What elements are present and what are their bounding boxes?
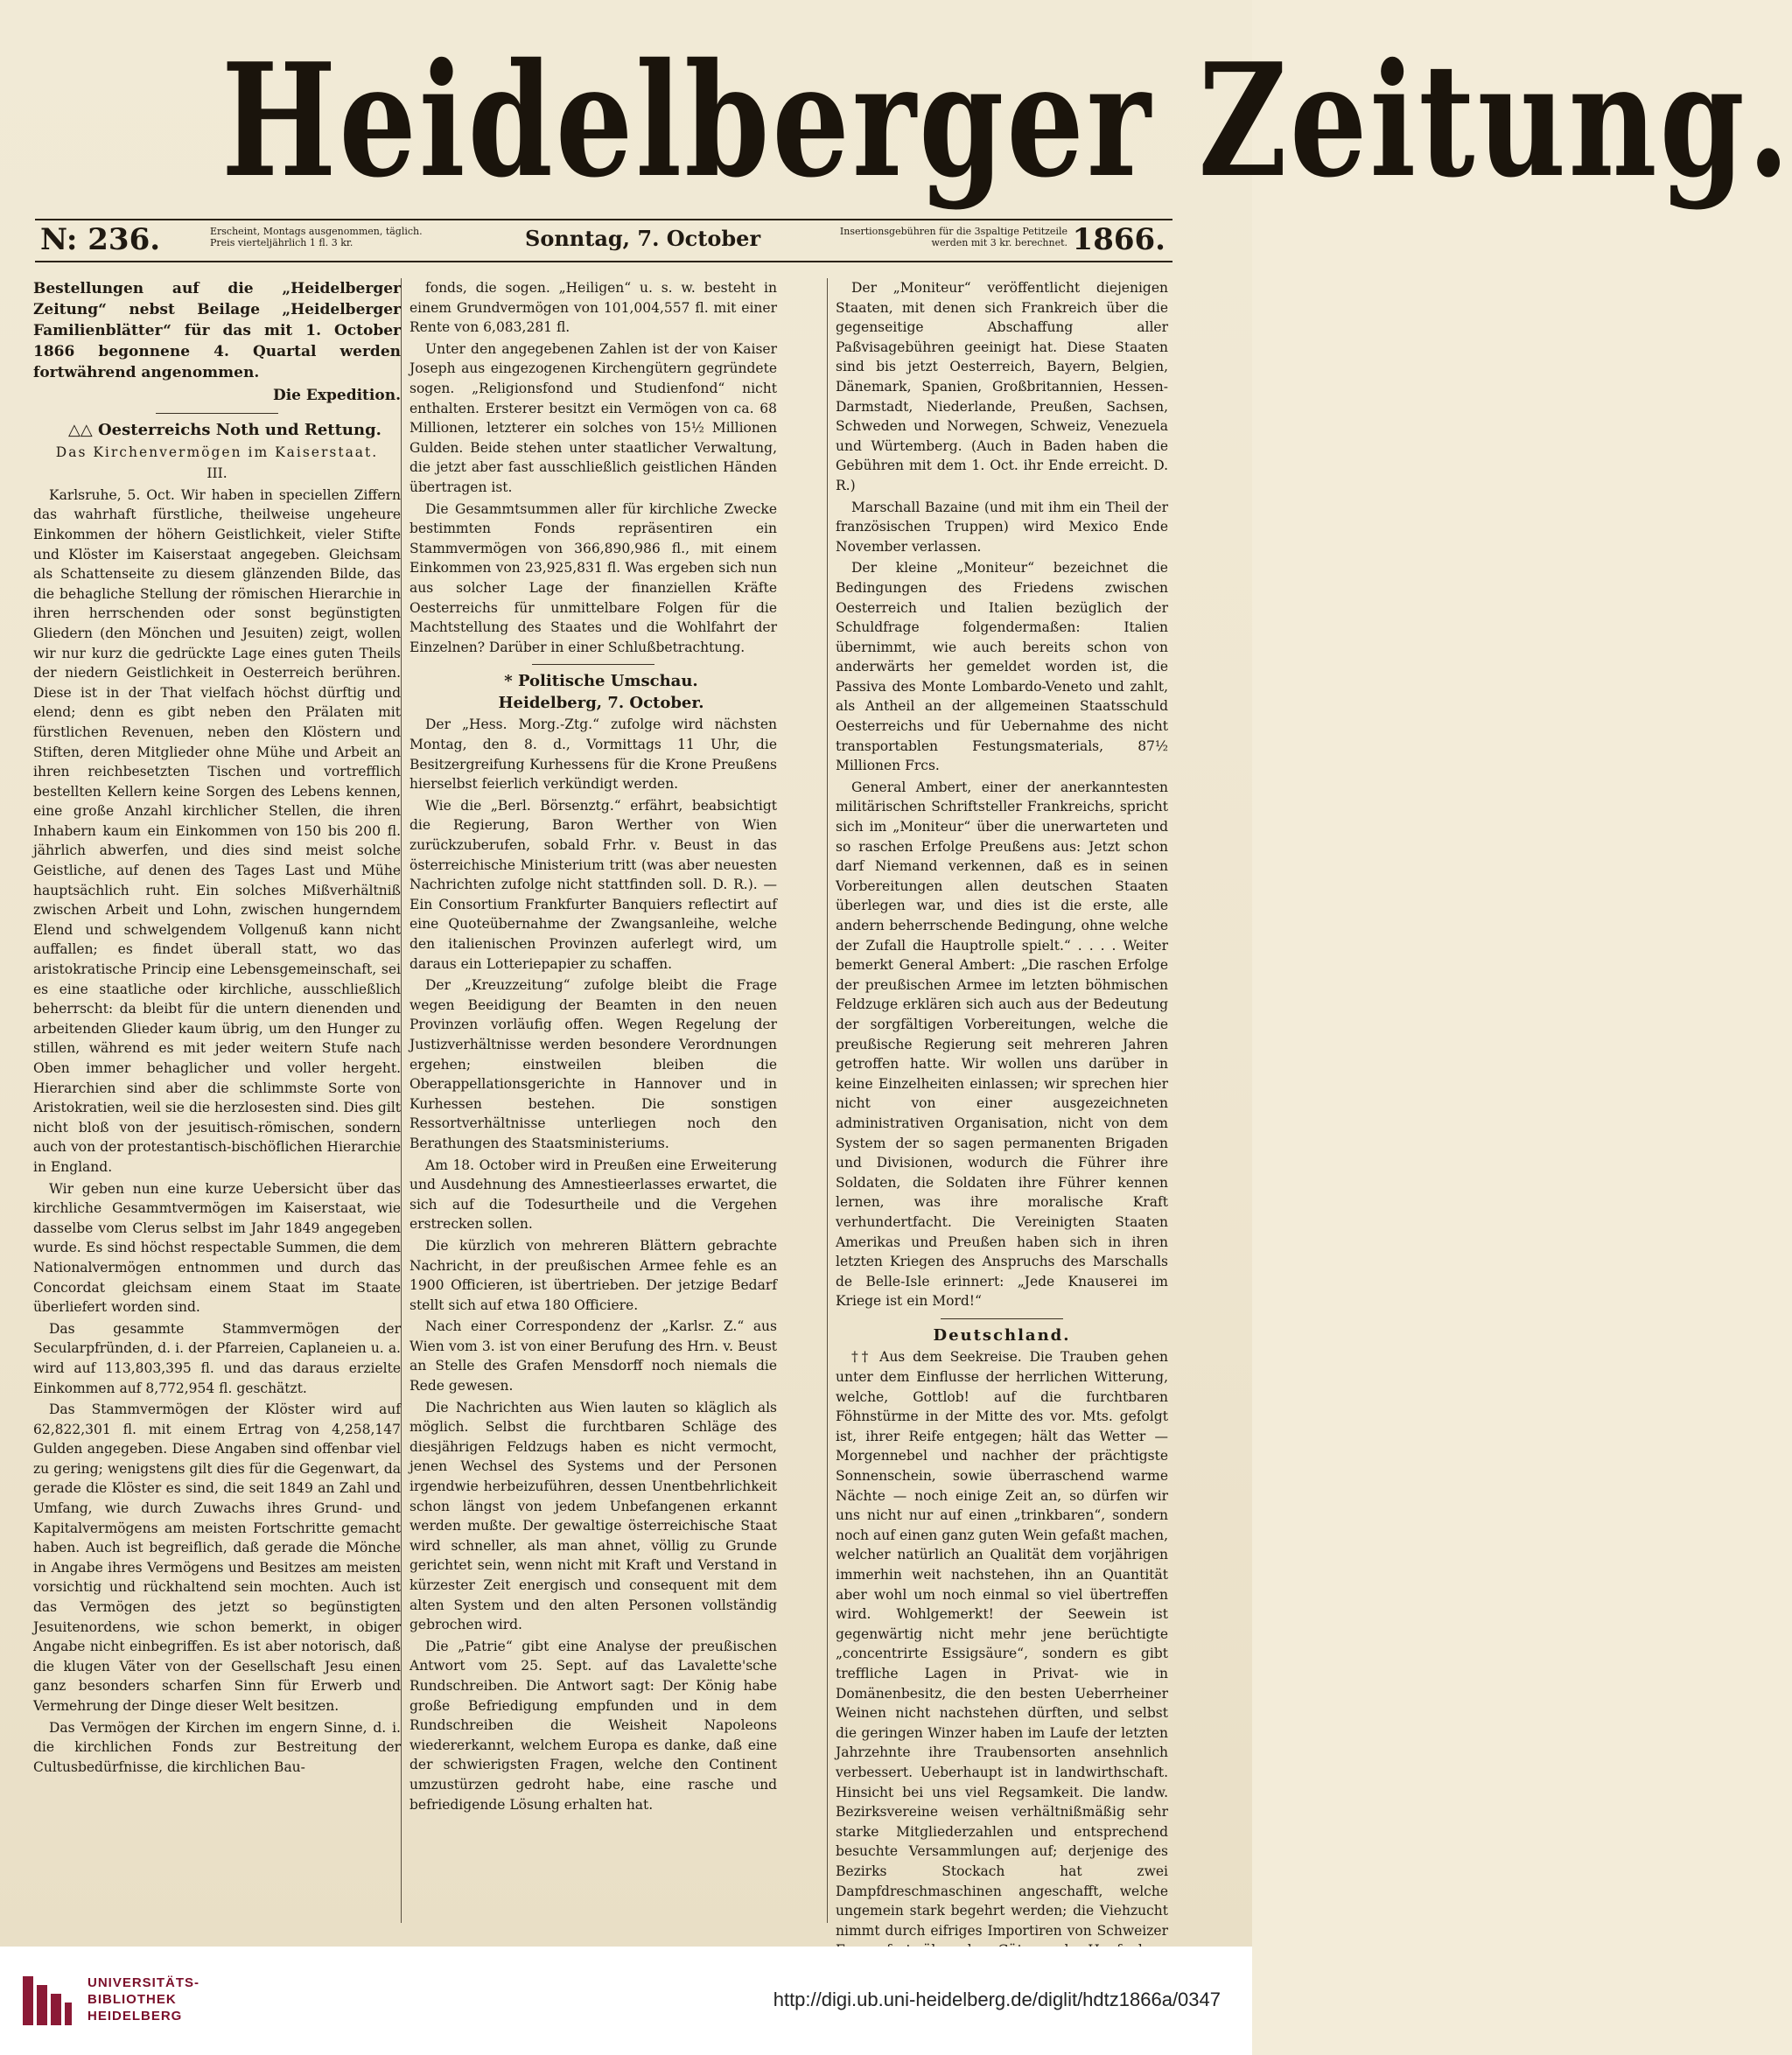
paragraph: Der kleine „Moniteur“ bezeichnet die Bedingungen des Friedens zwischen Oesterreich und Italien bezüglich der Schuldfrage folgendermaßen: Italien übernimmt, wie auch bereits schon von anderwärts her gemeldet worden ist, die Passiva des Monte Lombardo-Veneto und zahlt, als Antheil an der allgemeinen Staatsschuld Oesterreichs und für Uebernahme des nicht transportablen Festungsmaterials, 87½ Millionen Frcs. xyxy=(836,560,1168,774)
article-part: III. xyxy=(206,465,228,482)
paragraph: General Ambert, einer der anerkanntesten militärischen Schriftsteller Frankreichs, spricht sich im „Moniteur“ über die unerwarteten und so raschen Erfolge Preußens aus: Jetzt schon darf Niemand verkennen, daß es in seinen Vorbereitungen allen deutschen Staaten überlegen war, und dies ist die erste, alle andern beherrschende Bedingung, ohne welche der Zufall die Hauptrolle spielt.“ . . . . Weiter bemerkt General Ambert: „Die raschen Erfolge der preußischen Armee im letzten böhmischen Feldzuge erklären sich auch aus der Bedeutung der sorgfältigen Vorbereitungen, welche die preußische Regierung seit mehreren Jahren getroffen hatte. Wir wollen uns darüber in keine Einzelheiten einlassen; wir sprechen hier nicht von einer ausgezeichneten administrativen Organisation, nicht von dem System der so sagen permanenten Brigaden und Divisionen, wodurch die Führer ihre Soldaten, die Soldaten ihre Führer kennen lernen, was ihre moralische Kraft verhundertfacht. Die Vereinigten Staaten Amerikas und Preußen haben sich in ihren letzten Kriegen des Anspruchs des Marschalls de Belle-Isle erinnert: „Jede Knauserei im Kriege ist ein Mord!“ xyxy=(836,779,1168,1310)
column-3 xyxy=(836,278,1168,1939)
paragraph: Marschall Bazaine (und mit ihm ein Theil der französischen Truppen) wird Mexico Ende November verlassen. xyxy=(836,499,1168,555)
paragraph: Wir geben nun eine kurze Uebersicht über das kirchliche Gesammtvermögen im Kaiserstaat, wie dasselbe vom Clerus selbst im Jahr 1849 angegeben wurde. Es sind höchst respectable Summen, die dem Nationalvermögen entnommen und durch das Concordat gleichsam einem Staat im Staate überliefert worden sind. xyxy=(33,1180,401,1316)
source-url-link[interactable]: http://digi.ub.uni-heidelberg.de/diglit/hdtz1866a/0347 xyxy=(773,1989,1221,2010)
paragraph: Der „Hess. Morg.-Ztg.“ zufolge wird nächsten Montag, den 8. d., Vormittags 11 Uhr, die Besitzergreifung Kurhessens für die Krone Preußens hierselbst feierlich verkündigt werden. xyxy=(410,716,777,793)
section-heading: Deutschland. xyxy=(933,1325,1071,1345)
paragraph: Der „Moniteur“ veröffentlicht diejenigen Staaten, mit denen sich Frankreich über die gegenseitige Abschaffung aller Paßvisagebühren geeinigt hat. Diese Staaten sind bis jetzt Oesterreich, Bayern, Belgien, Dänemark, Spanien, Großbritannien, Hessen-Darmstadt, Niederlande, Preußen, Sachsen, Schweden und Norwegen, Schweiz, Venezuela und Würtemberg. (Auch in Baden haben die Gebühren mit dem 1. Oct. ihr Ende erreicht. D. R.) xyxy=(836,280,1168,493)
dateline: Heidelberg, 7. October. xyxy=(498,693,704,712)
separator xyxy=(532,664,654,665)
paragraph: Das Vermögen der Kirchen im engern Sinne, d. i. die kirchlichen Fonds zur Bestreitung der Cultusbedürfnisse, die kirchlichen Bau- xyxy=(33,1719,401,1775)
publication-note: Erscheint, Montags ausgenommen, täglich. Preis vierteljährlich 1 fl. 3 kr. xyxy=(210,226,423,248)
paragraph: fonds, die sogen. „Heiligen“ u. s. w. besteht in einem Grundvermögen von 101,004,557 fl. mit einer Rente von 6,083,281 fl. xyxy=(410,280,777,336)
column-1 xyxy=(33,278,401,1923)
separator xyxy=(156,413,278,414)
masthead-title: Heidelberger Zeitung. xyxy=(221,29,1792,212)
paragraph: Wie die „Berl. Börsenztg.“ erfährt, beabsichtigt die Regierung, Baron Werther von Wien zurückzuberufen, sobald Frhr. v. Beust in das österreichische Ministerium tritt (was aber neuesten Nachrichten zufolge nicht stattfinden soll. D. R.). — Ein Consortium Frankfurter Banquiers reflectirt auf eine Quoteübernahme der Zwangsanleihe, welche den italienischen Provinzen auferlegt wird, um daraus ein Lotteriepapier zu schaffen. xyxy=(410,797,777,972)
article-subheading: Das Kirchenvermögen im Kaiserstaat. xyxy=(55,444,379,460)
subscription-notice: Bestellungen auf die „Heidelberger Zeitung“ nebst Beilage „Heidelberger Familienblätter“ für das mit 1. October 1866 begonnene 4. Quartal werden fortwährend angenommen. xyxy=(33,280,401,381)
paragraph: Der „Kreuzzeitung“ zufolge bleibt die Frage wegen Beeidigung der Beamten in den neuen Provinzen vorläufig offen. Wegen Regelung der Justizverhältnisse werden besondere Verordnungen ergehen; einstweilen bleiben die Oberappellationsgerichte in Hannover und in Kurhessen bestehen. Die sonstigen Ressortverhältnisse unterliegen noch den Berathungen des Staatsministeriums. xyxy=(410,977,777,1151)
issue-number: N: 236. xyxy=(40,222,161,257)
library-name-line: BIBLIOTHEK xyxy=(88,1992,177,2007)
paragraph: Die „Patrie“ gibt eine Analyse der preußischen Antwort vom 25. Sept. auf das Lavalette'sche Rundschreiben. Die Antwort sagt: Der König habe große Befriedigung empfunden und in dem Rundschreiben die Weisheit Napoleons wiedererkannt, welchem Europa es danke, daß eine der schwierigsten Fragen, welche den Continent umzustürzen gedroht habe, eine rasche und befriedigende Lösung erhalten hat. xyxy=(410,1638,777,1813)
paragraph: Am 18. October wird in Preußen eine Erweiterung und Ausdehnung des Amnestieerlasses erwartet, die sich auf die Todesurtheile und die Vergehen erstrecken sollen. xyxy=(410,1157,777,1233)
issue-date: Sonntag, 7. October xyxy=(525,226,761,251)
paragraph: †† Aus dem Seekreise. Die Trauben gehen unter dem Einflusse der herrlichen Witterung, welche, Gottlob! auf die furchtbaren Föhnstürme in der Mitte des vor. Mts. gefolgt ist, ihrer Reife entgegen; hält das Wetter — Morgennebel und nachher der prächtigste Sonnenschein, sowie überraschend warme Nächte — noch einige Zeit an, so dürfen wir uns nicht nur auf einen „trinkbaren“, sondern noch auf einen ganz guten Wein gefaßt machen, welcher natürlich an Qualität dem vorjährigen immerhin weit nachstehen, ihn an Quantität aber wohl um noch einmal so viel übertreffen wird. Wohlgemerkt! der Seewein ist gegenwärtig nicht mehr jene berüchtigte „concentrirte Essigsäure“, sondern es gibt treffliche Lagen in Privat- wie in Domänenbesitz, die den besten Ueberrheiner Weinen nicht nachstehen dürften, und selbst die geringen Winzer haben im Laufe der letzten Jahrzehnte ihre Traubensorten ansehnlich verbessert. Ueberhaupt ist in landwirthschaft. Hinsicht bei uns viel Regsamkeit. Die landw. Bezirksvereine weisen verhältnißmäßig sehr starke Mitgliederzahlen und entsprechend besuchte Versammlungen auf; derjenige des Bezirks Stockach hat zwei Dampfdreschmaschinen angeschafft, welche ungemein stark begehrt werden; die Viehzucht nimmt durch eifriges Importiren von Schweizer xyxy=(836,1349,1168,1939)
paragraph: Die Nachrichten aus Wien lauten so kläglich als möglich. Selbst die furchtbaren Schläge des diesjährigen Feldzugs haben es nicht vermocht, jenen Wechsel des Systems und der Personen irgendwie herbeizuführen, dessen Unentbehrlichkeit schon längst von jedem Unbefangenen erkannt werden mußte. Der gewaltige österreichische Staat wird schneller, als man ahnet, völlig zu Grunde gerichtet sein, wenn nicht mit Kraft und Verstand in kürzester Zeit energisch und consequent mit dem alten System und den alten Personen vollständig gebrochen wird. xyxy=(410,1399,777,1633)
advertising-note: Insertionsgebühren für die 3spaltige Petitzeile werden mit 3 kr. berechnet. xyxy=(839,226,1068,248)
paragraph: Karlsruhe, 5. Oct. Wir haben in speciellen Ziffern das wahrhaft fürstliche, theilweise ungeheure Einkommen der höhern Geistlichkeit, vieler Stifte und Klöster im Kaiserstaat angegeben. Gleichsam als Schattenseite zu diesem glänzenden Bilde, das die behagliche Stellung der römischen Hierarchie in ihren herrschenden oder sonst begünstigten Gliedern (den Mönchen und Jesuiten) zeigt, wollen wir nur kurz die gedrückte Lage eines guten Theils der niedern Geistlichkeit in Oesterreich berühren. Diese ist in der That vielfach höchst dürftig und elend; denn es gibt neben den Prälaten mit fürstlichen Revenuen, neben den Klöstern und Stiften, deren Mitglieder ohne Mühe und Arbeit an ihren reichbesetzten Tischen und vortrefflich bestellten Kellern keine Sorgen des Lebens kennen, eine große Anzahl kirchlicher Stellen, die ihren Inhabern kaum ein Einkommen von 150 bis 200 fl. jährlich abwerfen, und dies sind meist solche Geistliche, auf denen des Tages Last und Mühe hauptsächlich ruht. Ein solches Mißverhältniß zwischen Arbeit und Lohn, zwischen hungerndem Elend und schwelgendem Vollgenuß kann nicht auffallen; es findet überall statt, wo das aristokratische Princip eine Lebensgemeinschaft, sei es eine staatliche oder kirchliche, ausschließlich beherrscht: da bleibt für die untern dienenden und arbeitenden Glieder kaum übrig, um den Hunger zu stillen, während es mit jeder weitern Stufe nach Oben immer behaglicher und voller hergeht. Hierarchien sind aber die schlimmste Sorte von Aristokratien, weil sie die herzlosesten sind. Dies gilt nicht bloß von der jesuitisch-römischen, sondern auch von der protestantisch-bischöflichen Hierarchie in England. xyxy=(33,486,401,1175)
footer-bar xyxy=(0,1947,1252,2055)
library-name-line: UNIVERSITÄTS- xyxy=(88,1975,200,1990)
issue-info-bar xyxy=(35,219,1172,262)
paragraph: Unter den angegebenen Zahlen ist der von Kaiser Joseph aus eingezogenen Kirchengütern gegründete sogen. „Religionsfond und Studienfond“ nicht enthalten. Ersterer besitzt ein Vermögen von ca. 68 Millionen, letzterer ein solches von 15½ Millionen Gulden. Beide stehen unter staatlicher Verwaltung, die jetzt aber fast ausschließlich geistlichen Händen übertragen ist. xyxy=(410,340,777,495)
paragraph: Nach einer Correspondenz der „Karlsr. Z.“ aus Wien vom 3. ist von einer Berufung des Hrn. v. Beust an Stelle des Grafen Mensdorff noch niemals die Rede gewesen. xyxy=(410,1318,777,1394)
separator xyxy=(941,1318,1063,1319)
paragraph: Das gesammte Stammvermögen der Secularpfründen, d. i. der Pfarreien, Caplaneien u. a. wird auf 113,803,395 fl. und das daraus erzielte Einkommen auf 8,772,954 fl. geschätzt. xyxy=(33,1320,401,1396)
paragraph: Die kürzlich von mehreren Blättern gebrachte Nachricht, in der preußischen Armee fehle es an 1900 Officieren, ist übertrieben. Der jetzige Bedarf stellt sich auf etwa 180 Officiere. xyxy=(410,1237,777,1313)
article-heading: △△ Oesterreichs Noth und Rettung. xyxy=(68,421,382,439)
column-2 xyxy=(410,278,777,1923)
subscription-signature: Die Expedition. xyxy=(272,387,401,404)
library-name[interactable] xyxy=(88,1975,200,2024)
paragraph: Die Gesammtsummen aller für kirchliche Zwecke bestimmten Fonds repräsentiren ein Stammvermögen von 366,890,986 fl., mit einem Einkommen von 23,925,831 fl. Was ergeben sich nun aus solcher Lage der finanziellen Kräfte Oesterreichs für unmittelbare Folgen für die Machtstellung des Staates und die Wohlfahrt der Einzelnen? Darüber in einer Schlußbetrachtung. xyxy=(410,500,777,655)
column-divider xyxy=(401,278,402,1923)
section-heading: * Politische Umschau. xyxy=(504,672,698,691)
column-divider xyxy=(827,278,828,1923)
library-name-line: HEIDELBERG xyxy=(88,2009,183,2024)
issue-year: 1866. xyxy=(1072,222,1166,257)
university-library-logo-icon xyxy=(19,1973,75,2029)
paragraph: Das Stammvermögen der Klöster wird auf 62,822,301 fl. mit einem Ertrag von 4,258,147 Gulden angegeben. Diese Angaben sind offenbar viel zu gering; wenigstens gilt dies für die Gegenwart, da gerade die Klöster es sind, die seit 1849 an Zahl und Umfang, wie durch Zuwachs ihres Grund- und Kapitalvermögens am meisten Fortschritte gemacht haben. Auch ist begreiflich, daß gerade die Mönche in Angabe ihres Vermögens und Besitzes am meisten vorsichtig und rückhaltend sein mochten. Auch ist das Vermögen des jetzt so begünstigten Jesuitenordens, wie schon bemerkt, in obiger Angabe nicht einbegriffen. Es ist aber notorisch, daß die klugen Väter von der Gesellschaft Jesu einen ganz besonders scharfen Sinn für Erwerb und Vermehrung der Dinge dieser Welt besitzen. xyxy=(33,1401,401,1714)
